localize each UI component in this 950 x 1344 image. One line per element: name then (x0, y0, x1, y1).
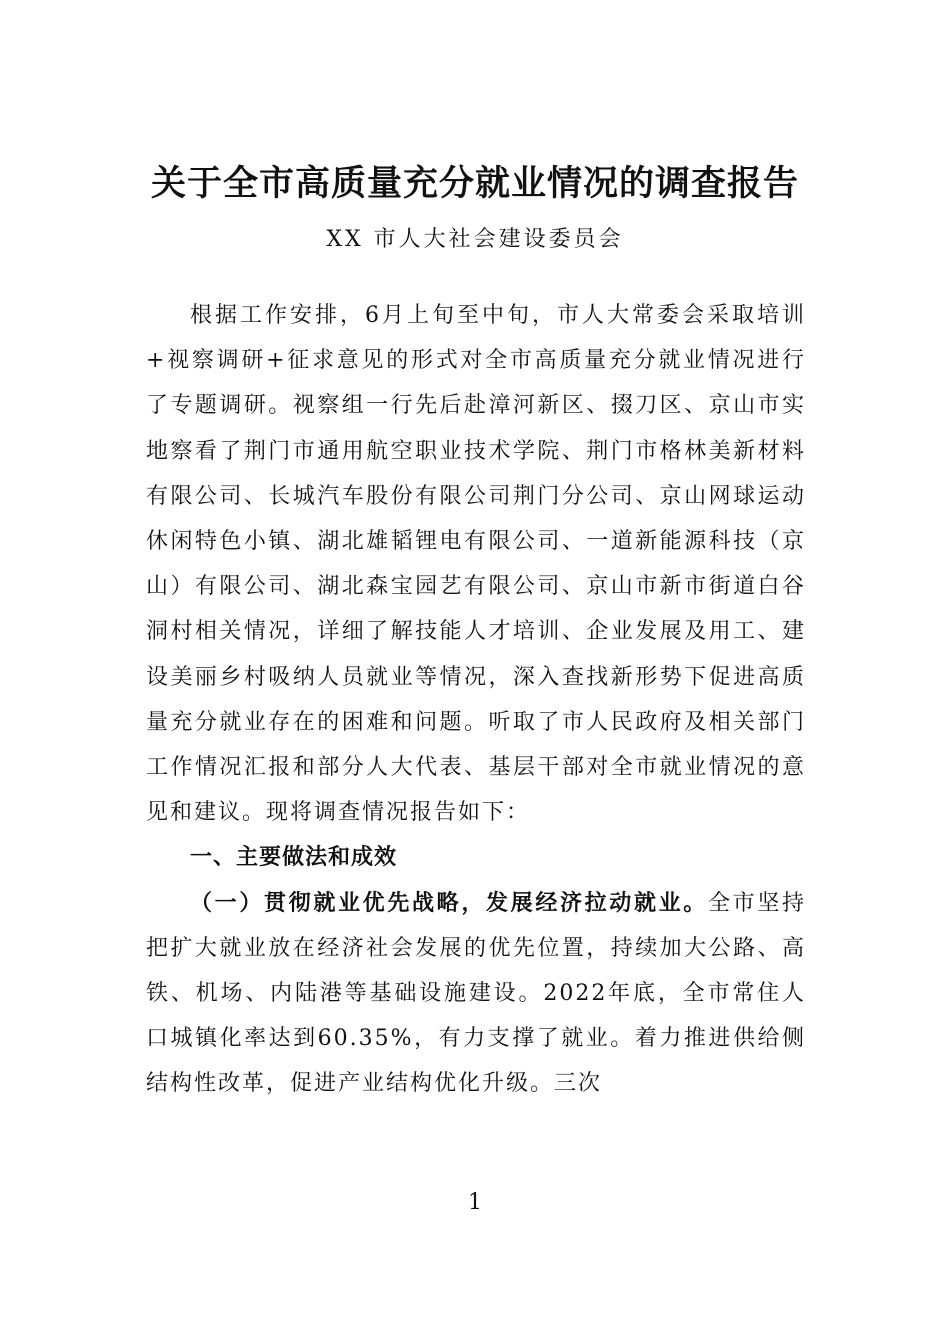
page-number: 1 (468, 1190, 482, 1215)
subsection-text: 全市坚持把扩大就业放在经济社会发展的优先位置，持续加大公路、高铁、机场、内陆港等基础设施建设。2022年底，全市常住人口城镇化率达到60.35%，有力支撑了就业。着力推进供给侧结构性改革，促进产业结构优化升级。三次 (146, 890, 806, 1097)
document-title: 关于全市高质量充分就业情况的调查报告 (150, 163, 799, 204)
subsection-paragraph-employment-priority (146, 881, 806, 1107)
section-heading-main-practices (146, 835, 806, 880)
document-author: XX 市人大社会建设委员会 (326, 227, 624, 252)
document-body (146, 293, 806, 1107)
section-heading-text: 一、主要做法和成效 (190, 845, 398, 871)
intro-paragraph: 根据工作安排，6月上旬至中旬，市人大常委会采取培训+视察调研+征求意见的形式对全市高质量充分就业情况进行了专题调研。视察组一行先后赴漳河新区、掇刀区、京山市实地察看了荆门市通用航空职业技术学院、荆门市格林美新材料有限公司、长城汽车股份有限公司荆门分公司、京山网球运动休闲特色小镇、湖北雄韬锂电有限公司、一道新能源科技（京山）有限公司、湖北森宝园艺有限公司、京山市新市街道白谷洞村相关情况，详细了解技能人才培训、企业发展及用工、建设美丽乡村吸纳人员就业等情况，深入查找新形势下促进高质量充分就业存在的困难和问题。听取了市人民政府及相关部门工作情况汇报和部分人大代表、基层干部对全市就业情况的意见和建议。现将调查情况报告如下： (146, 303, 806, 826)
subsection-heading: （一）贯彻就业优先战略，发展经济拉动就业。 (190, 889, 708, 916)
